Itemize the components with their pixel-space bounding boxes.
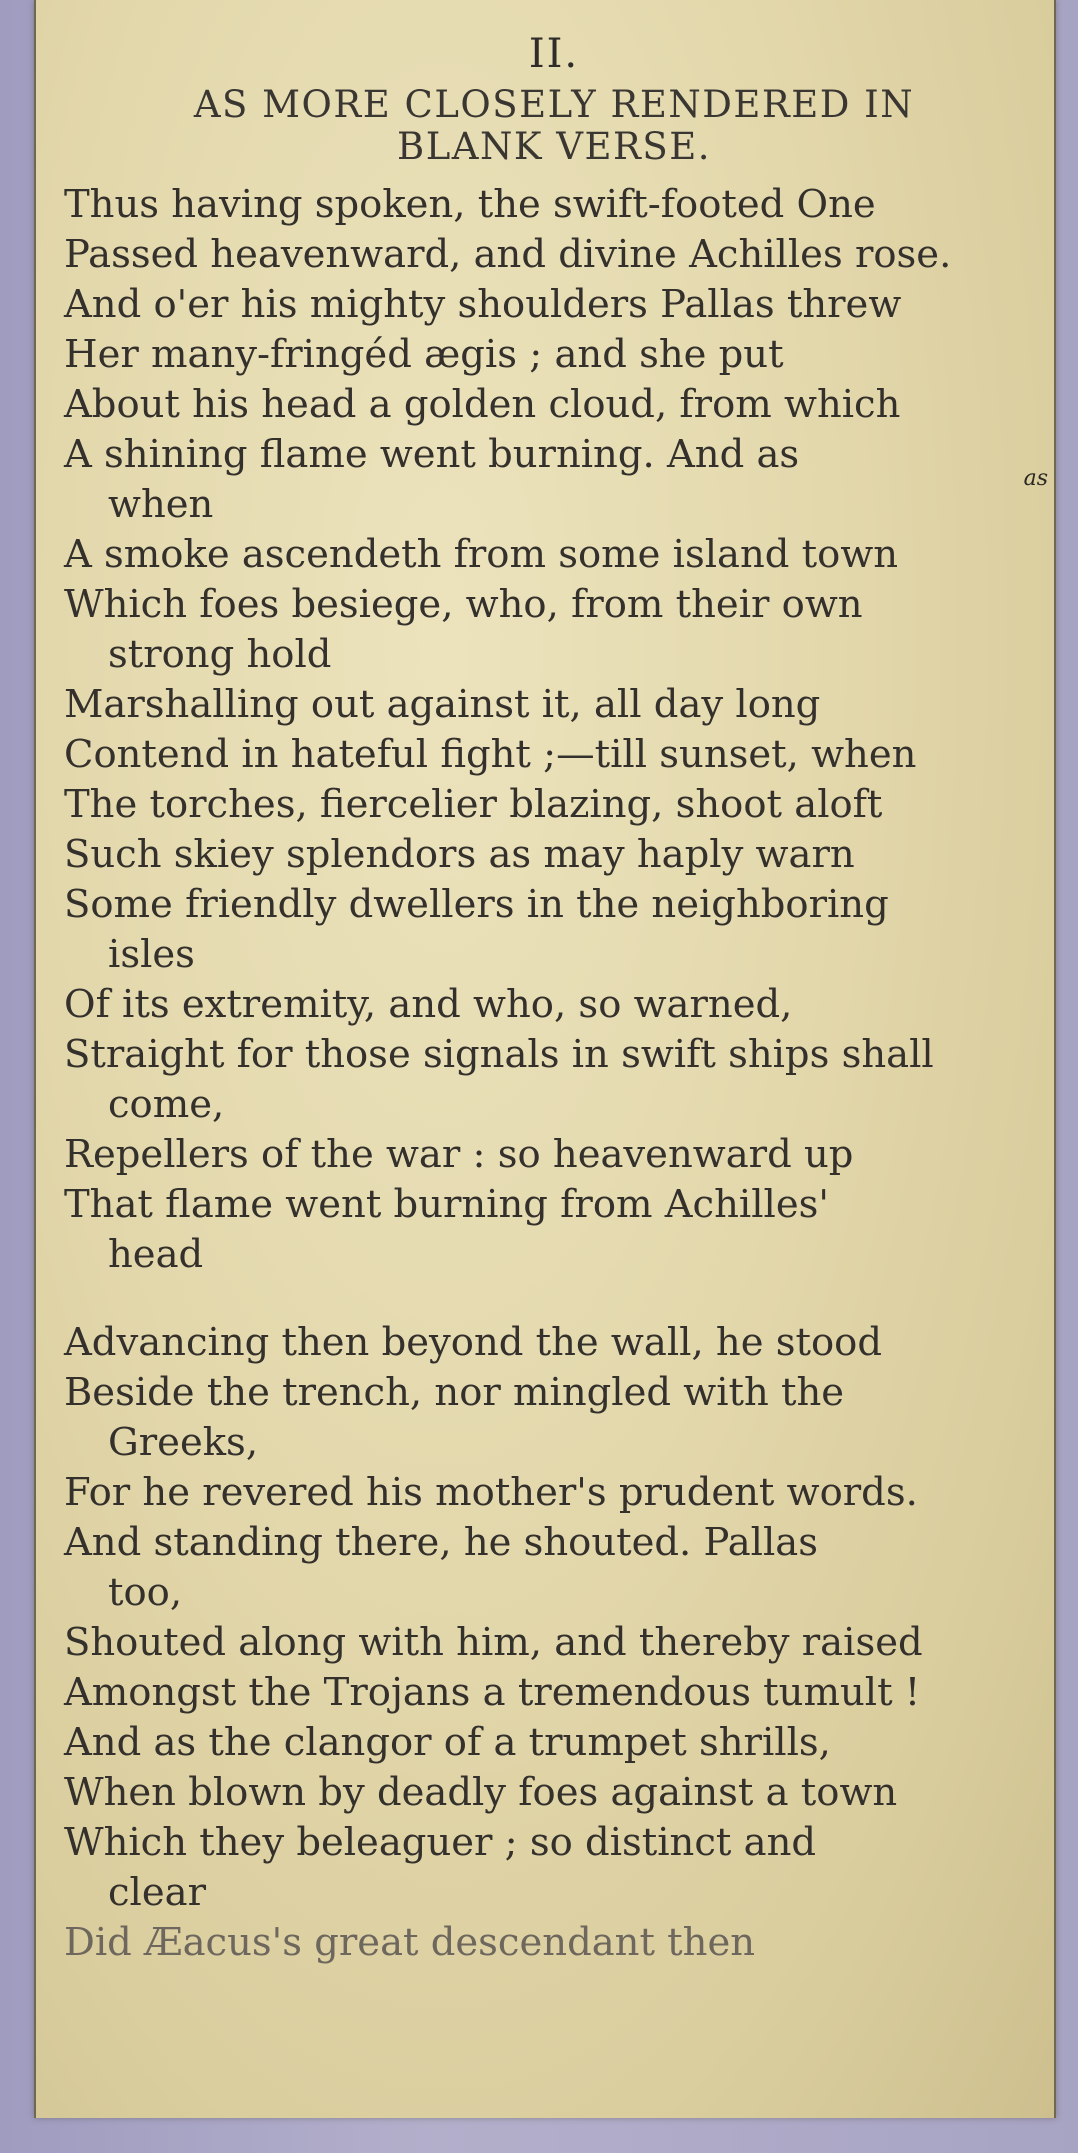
handwritten-margin-note: as	[1023, 466, 1048, 491]
poem-line: When blown by deadly foes against a town	[64, 1770, 898, 1815]
poem-line: Did Æacus's great descendant then	[64, 1920, 756, 1965]
poem-line: The torches, fiercelier blazing, shoot aloft	[64, 782, 883, 827]
poem-line: Some friendly dwellers in the neighboring	[64, 882, 889, 927]
poem-line: Repellers of the war : so heavenward up	[64, 1132, 854, 1177]
poem-line: too,	[108, 1570, 183, 1615]
section-heading	[64, 84, 1044, 168]
poem-line: Her many-fringéd ægis ; and she put	[64, 332, 784, 377]
poem-line: isles	[108, 932, 195, 977]
newspaper-clipping	[34, 0, 1056, 2118]
poem-line: For he revered his mother's prudent words.	[64, 1470, 918, 1515]
poem-line: Passed heavenward, and divine Achilles rose.	[64, 232, 952, 277]
section-number: II.	[528, 31, 580, 77]
poem-line: And standing there, he shouted. Pallas	[64, 1520, 819, 1565]
poem-line: Amongst the Trojans a tremendous tumult !	[64, 1670, 921, 1715]
heading-line: AS MORE CLOSELY RENDERED IN	[193, 83, 915, 126]
poem-line: A shining flame went burning. And as	[64, 432, 800, 477]
poem-line: come,	[108, 1082, 225, 1127]
poem-line: Shouted along with him, and thereby raised	[64, 1620, 923, 1665]
poem-line: That flame went burning from Achilles'	[64, 1182, 829, 1227]
poem-line: Which they beleaguer ; so distinct and	[64, 1820, 817, 1865]
poem-line: strong hold	[108, 632, 332, 677]
poem-line: Advancing then beyond the wall, he stood	[64, 1320, 882, 1365]
poem-line: head	[108, 1232, 204, 1277]
poem-line: Marshalling out against it, all day long	[64, 682, 821, 727]
poem-line: Greeks,	[108, 1420, 259, 1465]
poem-line: Beside the trench, nor mingled with the	[64, 1370, 845, 1415]
article-content	[64, 30, 1044, 1968]
poem-line: Which foes besiege, who, from their own	[64, 582, 863, 627]
poem-line: Thus having spoken, the swift-footed One	[64, 182, 876, 227]
poem-line: when	[108, 482, 214, 527]
poem-line: Such skiey splendors as may haply warn	[64, 832, 855, 877]
poem-line: A smoke ascendeth from some island town	[64, 532, 899, 577]
poem-line: And o'er his mighty shoulders Pallas threw	[64, 282, 902, 327]
poem-line: About his head a golden cloud, from which	[64, 382, 901, 427]
poem-line: Of its extremity, and who, so warned,	[64, 982, 793, 1027]
heading-line: BLANK VERSE.	[397, 125, 711, 168]
stanza-break	[64, 1280, 1044, 1318]
poem-line: Contend in hateful fight ;—till sunset, when	[64, 732, 917, 777]
poem-text	[64, 180, 1044, 1968]
poem-line: clear	[108, 1870, 207, 1915]
poem-line: And as the clangor of a trumpet shrills,	[64, 1720, 831, 1765]
poem-line: Straight for those signals in swift ships shall	[64, 1032, 934, 1077]
